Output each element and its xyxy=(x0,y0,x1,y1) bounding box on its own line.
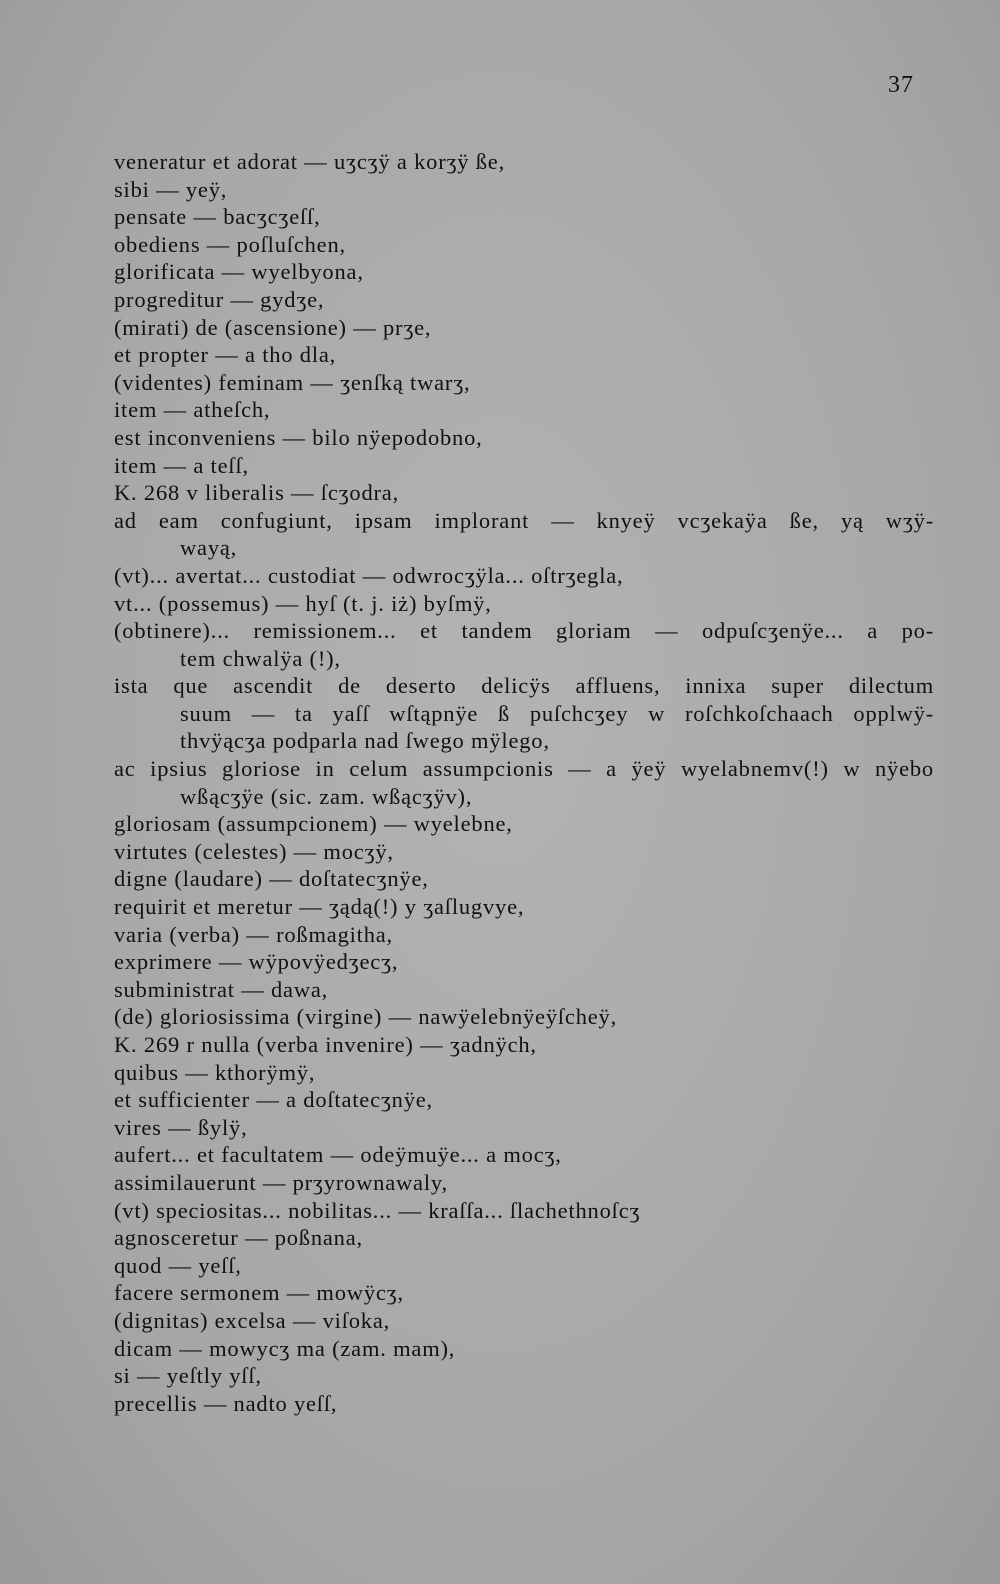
text-line: pensate — bacʒcʒeſſ, xyxy=(114,204,321,230)
text-line: suum — ta yaſſ wſtąpnÿe ß puſchcʒey w roſchkoſchaach opplwÿ- xyxy=(180,700,934,726)
text-line: ad eam confugiunt, ipsam implorant — knyeÿ vcʒekaÿa ße, yą wʒÿ- xyxy=(114,507,934,533)
text-line: vt... (possemus) — hyſ (t. j. iż) byſmÿ, xyxy=(114,590,492,616)
text-line: (obtinere)... remissionem... et tandem gloriam — odpuſcʒenÿe... a po- xyxy=(114,618,934,644)
text-line: requirit et meretur — ʒądą(!) y ʒaſlugvye, xyxy=(114,894,525,920)
page-number: 37 xyxy=(888,72,914,98)
text-line: (de) gloriosissima (virgine) — nawÿelebnÿeÿſcheÿ, xyxy=(114,1004,618,1030)
text-line: item — a teſſ, xyxy=(114,452,249,478)
text-line: glorificata — wyelbyona, xyxy=(114,259,364,285)
text-line: thvÿącʒa podparla nad ſwego mÿlego, xyxy=(180,728,550,754)
text-line: quod — yeſſ, xyxy=(114,1252,242,1278)
text-line: gloriosam (assumpcionem) — wyelebne, xyxy=(114,811,513,837)
text-line: wayą, xyxy=(180,535,238,561)
text-line: aufert... et facultatem — odeÿmuÿe... a mocʒ, xyxy=(114,1142,562,1168)
text-line: est inconveniens — bilo nÿepodobno, xyxy=(114,424,483,450)
text-line: vires — ßylÿ, xyxy=(114,1114,248,1140)
text-line: item — atheſch, xyxy=(114,397,271,423)
text-line: K. 269 r nulla (verba invenire) — ʒadnÿch, xyxy=(114,1032,537,1057)
text-line: precellis — nadto yeſſ, xyxy=(114,1390,338,1416)
text-line: (vt)... avertat... custodiat — odwrocʒÿla... oſtrʒegla, xyxy=(114,562,624,588)
text-line: et sufficienter — a doſtatecʒnÿe, xyxy=(114,1087,433,1113)
text-line: ista que ascendit de deserto delicÿs affluens, innixa super dilectum xyxy=(114,673,934,699)
text-line: (vt) speciositas... nobilitas... — kraſſa... ſlachethnoſcʒ xyxy=(114,1197,641,1223)
text-line: virtutes (celestes) — mocʒÿ, xyxy=(114,838,394,864)
text-line: ac ipsius gloriose in celum assumpcionis — a ÿeÿ wyelabnemv(!) w nÿebo xyxy=(114,756,934,782)
text-line: dicam — mowycʒ ma (zam. mam), xyxy=(114,1335,456,1361)
text-line: wßącʒÿe (sic. zam. wßącʒÿv), xyxy=(180,783,473,809)
text-line: tem chwalÿa (!), xyxy=(180,645,341,671)
text-line: veneratur et adorat — uʒcʒÿ a korʒÿ ße, xyxy=(114,149,506,174)
text-line: assimilauerunt — prʒyrownawaly, xyxy=(114,1169,448,1195)
text-line: facere sermonem — mowÿcʒ, xyxy=(114,1280,404,1306)
text-line: digne (laudare) — doſtatecʒnÿe, xyxy=(114,866,429,892)
text-line: (videntes) feminam — ʒenſką twarʒ, xyxy=(114,369,471,395)
text-line: K. 268 v liberalis — ſcʒodra, xyxy=(114,480,400,506)
text-line: progreditur — gydʒe, xyxy=(114,286,325,312)
glossary-text xyxy=(114,148,934,1417)
text-line: quibus — kthorÿmÿ, xyxy=(114,1059,316,1085)
text-line: sibi — yeÿ, xyxy=(114,176,228,202)
text-line: varia (verba) — roßmagitha, xyxy=(114,921,393,947)
text-line: (mirati) de (ascensione) — prʒe, xyxy=(114,314,432,340)
text-line: et propter — a tho dla, xyxy=(114,342,337,368)
text-line: (dignitas) excelsa — viſoka, xyxy=(114,1307,391,1333)
text-line: obediens — poſluſchen, xyxy=(114,231,346,257)
text-line: exprimere — wÿpovÿedʒecʒ, xyxy=(114,949,399,975)
text-line: agnosceretur — poßnana, xyxy=(114,1225,363,1251)
text-line: subministrat — dawa, xyxy=(114,976,329,1002)
text-line: si — yeſtly yſſ, xyxy=(114,1363,262,1389)
